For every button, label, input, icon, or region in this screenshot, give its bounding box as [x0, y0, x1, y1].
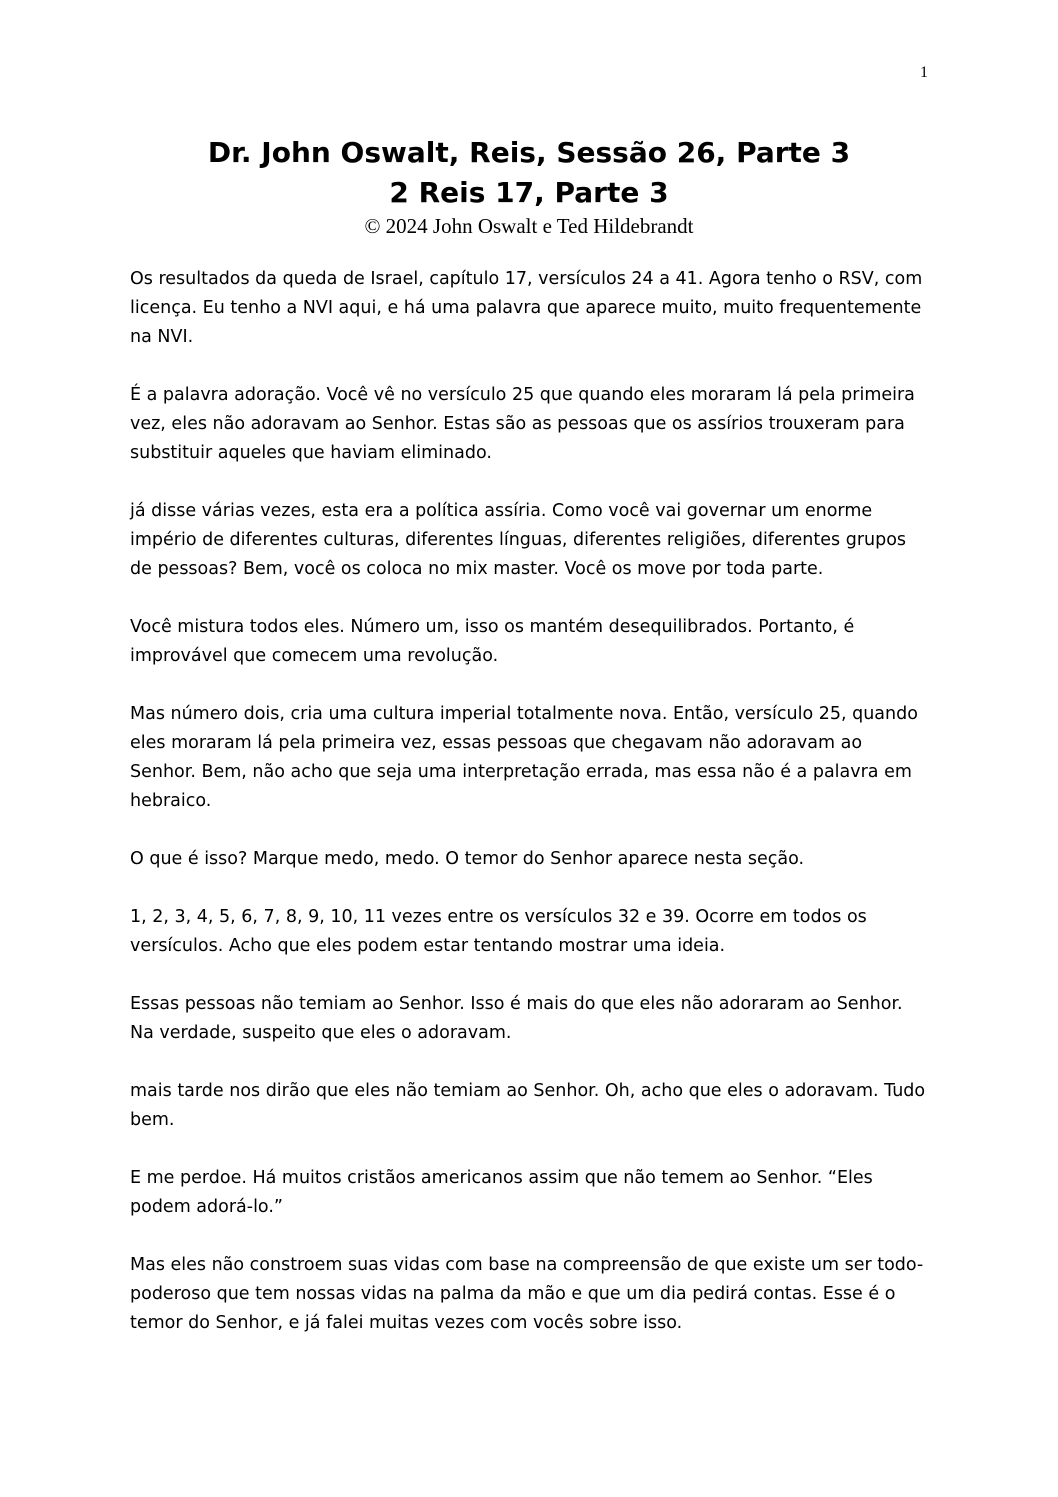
paragraph: O que é isso? Marque medo, medo. O temor do Senhor aparece nesta seção. [130, 849, 805, 869]
document-header [0, 133, 1058, 239]
page-number: 1 [920, 64, 928, 81]
document-title: Dr. John Oswalt, Reis, Sessão 26, Parte 3 [207, 136, 851, 169]
document-subtitle: 2 Reis 17, Parte 3 [389, 176, 669, 209]
paragraph: Os resultados da queda de Israel, capítulo 17, versículos 24 a 41. Agora tenho o RSV, com licença. Eu tenho a NVI aqui, e há uma palavra que aparece muito, muito frequentemente na NVI. [130, 269, 923, 347]
paragraph: Mas eles não constroem suas vidas com base na compreensão de que existe um ser todo-poderoso que tem nossas vidas na palma da mão e que um dia pedirá contas. Esse é o temor do Senhor, e já falei muitas vezes com vocês sobre isso. [130, 1255, 924, 1333]
paragraph: Mas número dois, cria uma cultura imperial totalmente nova. Então, versículo 25, quando eles moraram lá pela primeira vez, essas pessoas que chegavam não adoravam ao Senhor. Bem, não acho que seja uma interpretação errada, mas essa não é a palavra em hebraico. [130, 704, 918, 811]
paragraph: Essas pessoas não temiam ao Senhor. Isso é mais do que eles não adoraram ao Senhor. Na verdade, suspeito que eles o adoravam. [130, 994, 903, 1043]
paragraph: Você mistura todos eles. Número um, isso os mantém desequilibrados. Portanto, é improvável que comecem uma revolução. [130, 617, 855, 666]
paragraph: mais tarde nos dirão que eles não temiam ao Senhor. Oh, acho que eles o adoravam. Tudo bem. [130, 1081, 926, 1130]
paragraph: 1, 2, 3, 4, 5, 6, 7, 8, 9, 10, 11 vezes entre os versículos 32 e 39. Ocorre em todos os versículos. Acho que eles podem estar tentando mostrar uma ideia. [130, 907, 867, 956]
paragraph: E me perdoe. Há muitos cristãos americanos assim que não temem ao Senhor. “Eles podem adorá-lo.” [130, 1168, 873, 1217]
paragraph: já disse várias vezes, esta era a política assíria. Como você vai governar um enorme império de diferentes culturas, diferentes línguas, diferentes religiões, diferentes grupos de pessoas? Bem, você os coloca no mix master. Você os move por toda parte. [130, 501, 907, 579]
copyright-notice: © 2024 John Oswalt e Ted Hildebrandt [364, 214, 694, 238]
paragraph: É a palavra adoração. Você vê no versículo 25 que quando eles moraram lá pela primeira vez, eles não adoravam ao Senhor. Estas são as pessoas que os assírios trouxeram para substituir aqueles que haviam eliminado. [130, 385, 915, 463]
document-body [130, 265, 930, 1367]
